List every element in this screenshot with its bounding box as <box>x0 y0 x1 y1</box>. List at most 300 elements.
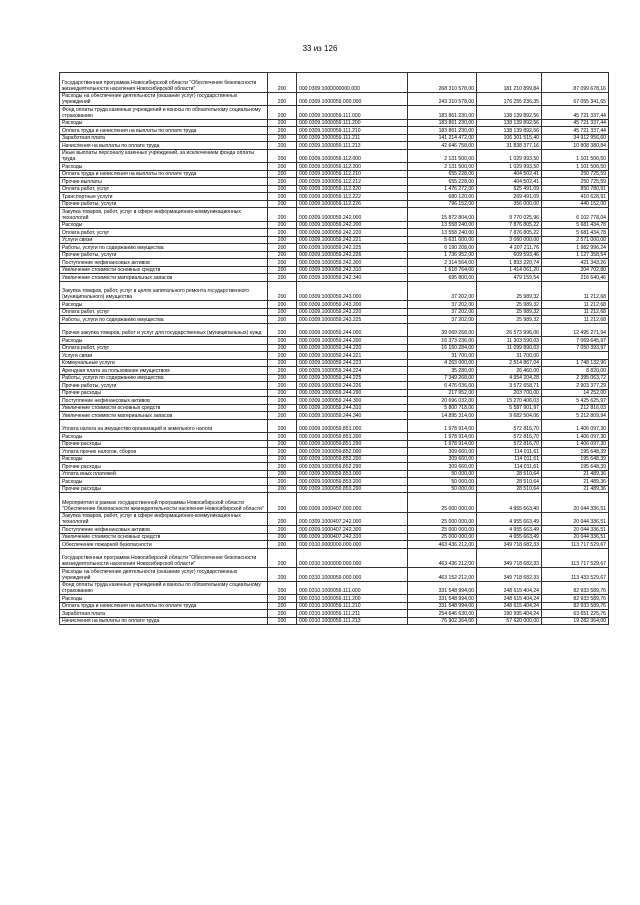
row-unexecuted-cell: 12 495 271,94 <box>542 323 609 337</box>
row-approved-cell: 37 202,00 <box>408 301 477 309</box>
row-unexecuted-cell: 5 681 434,78 <box>542 221 609 229</box>
row-executed-cell: 190 995 404,24 <box>477 610 542 618</box>
row-executed-cell: 7 876 805,22 <box>477 229 542 237</box>
row-approved-cell: 50 000,00 <box>408 478 477 486</box>
row-unexecuted-cell: 212 816,03 <box>542 404 609 412</box>
row-executed-cell: 349 718 682,33 <box>477 568 542 582</box>
row-executed-cell: 7 876 805,22 <box>477 221 542 229</box>
row-executed-cell: 138 139 892,56 <box>477 119 542 127</box>
table-row <box>60 200 609 208</box>
row-approved-cell: 25 000 000,00 <box>408 533 477 541</box>
table-row <box>60 581 609 595</box>
row-executed-cell: 356 000,00 <box>477 200 542 208</box>
row-name-cell: Мероприятия в рамках государственной программы Новосибирской области "Обеспечение безопасности жизнедеятельности населения Новосибирской области" <box>60 493 268 513</box>
row-approved-cell: 309 660,00 <box>408 455 477 463</box>
table-row <box>60 251 609 259</box>
row-kbk-cell: 000.0309.1000059.242.310 <box>297 266 408 274</box>
row-code-cell: 200 <box>268 374 297 382</box>
table-row <box>60 397 609 405</box>
row-name-cell: Расходы <box>60 119 268 127</box>
row-name-cell: Расходы <box>60 163 268 171</box>
row-name-cell: Расходы на обеспечение деятельности (оказание услуг) государственных учреждений <box>60 92 268 106</box>
row-name-cell: Начисления на выплаты по оплате труда <box>60 617 268 625</box>
row-unexecuted-cell: 2 903 377,29 <box>542 382 609 390</box>
row-unexecuted-cell: 1 101 506,50 <box>542 149 609 163</box>
row-approved-cell: 309 660,00 <box>408 448 477 456</box>
row-kbk-cell: 000.0309.1000059.242.220 <box>297 229 408 237</box>
row-approved-cell: 6 190 208,00 <box>408 244 477 252</box>
row-code-cell: 200 <box>268 134 297 142</box>
row-name-cell: Уплата прочих налогов, сборов <box>60 448 268 456</box>
row-unexecuted-cell: 195 648,39 <box>542 455 609 463</box>
row-kbk-cell: 000.0309.1000407.242.000 <box>297 512 408 526</box>
row-approved-cell: 5 800 718,00 <box>408 404 477 412</box>
row-approved-cell: 268 310 578,00 <box>408 73 477 93</box>
row-name-cell: Расходы на обеспечение деятельности (оказание услуг) государственных учреждений <box>60 568 268 582</box>
row-executed-cell: 26 460,00 <box>477 367 542 375</box>
row-code-cell: 200 <box>268 352 297 360</box>
row-approved-cell: 35 280,00 <box>408 367 477 375</box>
row-unexecuted-cell: 2 571 000,00 <box>542 236 609 244</box>
row-kbk-cell: 000.0309.1000059.112.222 <box>297 193 408 201</box>
row-code-cell: 200 <box>268 382 297 390</box>
row-kbk-cell: 000.0309.1000059.244.340 <box>297 412 408 420</box>
row-executed-cell: 572 816,70 <box>477 419 542 433</box>
row-unexecuted-cell: 45 721 337,44 <box>542 127 609 135</box>
row-name-cell: Закупка товаров, работ, услуг в целях капитального ремонта государственного (муниципального) имущества <box>60 281 268 301</box>
row-kbk-cell: 000.0309.1000000000.000 <box>297 73 408 93</box>
row-code-cell: 200 <box>268 178 297 186</box>
row-code-cell: 200 <box>268 193 297 201</box>
row-executed-cell: 176 255 236,35 <box>477 92 542 106</box>
row-name-cell: Расходы <box>60 433 268 441</box>
table-row <box>60 142 609 150</box>
row-approved-cell: 655 228,00 <box>408 170 477 178</box>
row-code-cell: 200 <box>268 493 297 513</box>
row-executed-cell: 28 510,64 <box>477 485 542 493</box>
table-row <box>60 485 609 493</box>
row-executed-cell: 28 510,64 <box>477 470 542 478</box>
row-unexecuted-cell: 440 152,00 <box>542 200 609 208</box>
row-code-cell: 200 <box>268 389 297 397</box>
row-name-cell: Прочая закупка товаров, работ и услуг для государственных (муниципальных) нужд <box>60 323 268 337</box>
row-approved-cell: 309 660,00 <box>408 463 477 471</box>
row-kbk-cell: 000.0309.1000059.243.220 <box>297 308 408 316</box>
row-kbk-cell: 000.0309.1000407.242.300 <box>297 526 408 534</box>
row-approved-cell: 254 646 630,00 <box>408 610 477 618</box>
row-code-cell: 200 <box>268 229 297 237</box>
table-row <box>60 419 609 433</box>
row-code-cell: 200 <box>268 359 297 367</box>
row-unexecuted-cell: 5 681 434,78 <box>542 229 609 237</box>
page-number: 33 из 126 <box>302 44 338 53</box>
row-name-cell: Уплата налога на имущество организаций и земельного налога <box>60 419 268 433</box>
row-kbk-cell: 000.0310.0000000.000.000 <box>297 541 408 549</box>
row-unexecuted-cell: 113 717 529,67 <box>542 548 609 568</box>
row-unexecuted-cell: 1 748 132,96 <box>542 359 609 367</box>
row-unexecuted-cell: 63 651 225,76 <box>542 610 609 618</box>
table-row <box>60 478 609 486</box>
row-unexecuted-cell: 204 702,80 <box>542 266 609 274</box>
row-code-cell: 200 <box>268 404 297 412</box>
row-approved-cell: 39 069 268,00 <box>408 323 477 337</box>
row-code-cell: 200 <box>268 617 297 625</box>
row-unexecuted-cell: 195 648,39 <box>542 448 609 456</box>
row-code-cell: 200 <box>268 185 297 193</box>
row-approved-cell: 20 696 032,00 <box>408 397 477 405</box>
row-code-cell: 200 <box>268 251 297 259</box>
row-executed-cell: 4 954 204,28 <box>477 374 542 382</box>
table-row <box>60 337 609 345</box>
row-code-cell: 200 <box>268 119 297 127</box>
table-row <box>60 610 609 618</box>
row-code-cell: 200 <box>268 244 297 252</box>
row-kbk-cell: 000.0309.1000059.242.200 <box>297 221 408 229</box>
table-row <box>60 229 609 237</box>
row-code-cell: 200 <box>268 316 297 324</box>
row-unexecuted-cell: 11 212,68 <box>542 316 609 324</box>
row-name-cell: Арендная плата за пользование имуществом <box>60 367 268 375</box>
row-name-cell: Расходы <box>60 337 268 345</box>
table-row <box>60 73 609 93</box>
row-code-cell: 200 <box>268 595 297 603</box>
row-approved-cell: 25 000 000,00 <box>408 493 477 513</box>
row-name-cell: Работы, услуги по содержанию имущества <box>60 244 268 252</box>
row-name-cell: Коммунальные услуги <box>60 359 268 367</box>
row-unexecuted-cell: 45 721 337,44 <box>542 119 609 127</box>
row-executed-cell: 609 593,46 <box>477 251 542 259</box>
row-code-cell: 200 <box>268 412 297 420</box>
row-name-cell: Иные выплаты персоналу казенных учреждений, за исключением фонда оплаты труда <box>60 149 268 163</box>
row-code-cell: 200 <box>268 149 297 163</box>
row-approved-cell: 37 202,00 <box>408 281 477 301</box>
row-kbk-cell: 000.0309.1000059.852.290 <box>297 463 408 471</box>
row-kbk-cell: 000.0309.1000059.244.220 <box>297 344 408 352</box>
row-approved-cell: 217 952,00 <box>408 389 477 397</box>
row-unexecuted-cell: 82 933 589,76 <box>542 602 609 610</box>
row-code-cell: 200 <box>268 221 297 229</box>
row-name-cell: Уплата иных платежей <box>60 470 268 478</box>
row-code-cell: 200 <box>268 455 297 463</box>
row-code-cell: 200 <box>268 478 297 486</box>
table-row <box>60 389 609 397</box>
row-code-cell: 200 <box>268 259 297 267</box>
row-executed-cell: 9 770 025,96 <box>477 208 542 222</box>
row-kbk-cell: 000.0309.1000059.243.225 <box>297 316 408 324</box>
row-approved-cell: 183 861 230,00 <box>408 119 477 127</box>
row-code-cell: 200 <box>268 533 297 541</box>
row-kbk-cell: 000.0309.1000059.242.000 <box>297 208 408 222</box>
row-approved-cell: 141 214 472,00 <box>408 134 477 142</box>
row-unexecuted-cell: 10 808 380,84 <box>542 142 609 150</box>
row-kbk-cell: 000.0309.1000059.112.220 <box>297 185 408 193</box>
row-approved-cell: 183 861 230,00 <box>408 127 477 135</box>
row-unexecuted-cell: 1 406 097,30 <box>542 440 609 448</box>
row-approved-cell: 695 800,00 <box>408 274 477 282</box>
table-row <box>60 541 609 549</box>
row-kbk-cell: 000.0309.1000059.111.210 <box>297 127 408 135</box>
table-row <box>60 236 609 244</box>
row-unexecuted-cell: 21 489,36 <box>542 485 609 493</box>
row-name-cell: Оплата работ, услуг <box>60 229 268 237</box>
row-executed-cell: 138 139 892,56 <box>477 106 542 120</box>
row-name-cell: Прочие расходы <box>60 485 268 493</box>
table-row <box>60 470 609 478</box>
row-kbk-cell: 000.0309.1000407.000.000 <box>297 493 408 513</box>
budget-execution-table <box>59 72 609 625</box>
table-row <box>60 533 609 541</box>
row-approved-cell: 243 310 578,00 <box>408 92 477 106</box>
row-approved-cell: 2 314 564,00 <box>408 259 477 267</box>
row-kbk-cell: 000.0310.1000059.111.211 <box>297 610 408 618</box>
table-row <box>60 448 609 456</box>
row-code-cell: 200 <box>268 92 297 106</box>
row-unexecuted-cell: 67 055 341,65 <box>542 92 609 106</box>
row-unexecuted-cell: 11 212,68 <box>542 308 609 316</box>
row-code-cell: 200 <box>268 433 297 441</box>
table-row <box>60 602 609 610</box>
row-executed-cell: 404 502,41 <box>477 178 542 186</box>
row-executed-cell: 479 159,54 <box>477 274 542 282</box>
row-unexecuted-cell: 1 127 358,54 <box>542 251 609 259</box>
row-kbk-cell: 000.0309.1000059.112.200 <box>297 163 408 171</box>
row-name-cell: Увеличение стоимости основных средств <box>60 533 268 541</box>
row-unexecuted-cell: 19 282 364,00 <box>542 617 609 625</box>
row-executed-cell: 349 718 682,33 <box>477 548 542 568</box>
row-approved-cell: 183 861 230,00 <box>408 106 477 120</box>
row-kbk-cell: 000.0309.1000059.853.200 <box>297 478 408 486</box>
row-executed-cell: 5 587 901,97 <box>477 404 542 412</box>
row-unexecuted-cell: 410 628,91 <box>542 193 609 201</box>
row-kbk-cell: 000.0309.1000059.111.211 <box>297 134 408 142</box>
row-unexecuted-cell: 1 982 996,24 <box>542 244 609 252</box>
row-approved-cell: 1 736 952,00 <box>408 251 477 259</box>
row-executed-cell: 1 029 993,50 <box>477 149 542 163</box>
table-body <box>60 73 609 625</box>
row-executed-cell: 15 270 406,03 <box>477 397 542 405</box>
table-row <box>60 595 609 603</box>
row-unexecuted-cell: 82 933 589,76 <box>542 581 609 595</box>
row-name-cell: Прочие расходы <box>60 389 268 397</box>
row-approved-cell: 1 476 272,00 <box>408 185 477 193</box>
row-executed-cell: 203 700,00 <box>477 389 542 397</box>
row-code-cell: 200 <box>268 323 297 337</box>
row-kbk-cell: 000.0309.1000059.242.225 <box>297 244 408 252</box>
table-row <box>60 149 609 163</box>
row-executed-cell: 3 572 658,71 <box>477 382 542 390</box>
row-name-cell: Услуги связи <box>60 352 268 360</box>
row-executed-cell: 2 514 867,04 <box>477 359 542 367</box>
row-code-cell: 200 <box>268 200 297 208</box>
row-code-cell: 200 <box>268 463 297 471</box>
row-executed-cell: 248 615 404,24 <box>477 602 542 610</box>
row-executed-cell: 248 615 404,24 <box>477 581 542 595</box>
table-row <box>60 106 609 120</box>
row-code-cell: 200 <box>268 512 297 526</box>
row-code-cell: 200 <box>268 266 297 274</box>
row-kbk-cell: 000.0310.1000059.111.000 <box>297 581 408 595</box>
row-executed-cell: 572 816,70 <box>477 440 542 448</box>
row-approved-cell: 25 000 000,00 <box>408 512 477 526</box>
table-row <box>60 185 609 193</box>
row-name-cell: Оплата работ, услуг <box>60 308 268 316</box>
row-approved-cell: 463 436 212,00 <box>408 548 477 568</box>
row-approved-cell: 7 349 268,00 <box>408 374 477 382</box>
row-code-cell: 200 <box>268 301 297 309</box>
row-executed-cell: 26 573 996,06 <box>477 323 542 337</box>
row-code-cell: 200 <box>268 602 297 610</box>
row-code-cell: 200 <box>268 419 297 433</box>
row-executed-cell: 248 615 404,24 <box>477 595 542 603</box>
row-kbk-cell: 000.0309.1000059.244.300 <box>297 397 408 405</box>
row-name-cell: Обеспечение пожарной безопасности <box>60 541 268 549</box>
row-code-cell: 200 <box>268 440 297 448</box>
row-code-cell: 200 <box>268 170 297 178</box>
table-row <box>60 512 609 526</box>
row-kbk-cell: 000.0309.1000059.111.200 <box>297 119 408 127</box>
row-unexecuted-cell: 21 489,36 <box>542 478 609 486</box>
row-name-cell: Поступление нефинансовых активов <box>60 259 268 267</box>
row-executed-cell: 57 620 000,00 <box>477 617 542 625</box>
row-name-cell: Расходы <box>60 478 268 486</box>
row-unexecuted-cell: 7 050 393,97 <box>542 344 609 352</box>
row-name-cell: Фонд оплаты труда казенных учреждений и взносы по обязательному социальному страхованию <box>60 581 268 595</box>
table-row <box>60 359 609 367</box>
row-approved-cell: 1 978 914,00 <box>408 419 477 433</box>
row-executed-cell: 1 893 220,74 <box>477 259 542 267</box>
row-code-cell: 200 <box>268 344 297 352</box>
row-name-cell: Увеличение стоимости материальных запасов <box>60 412 268 420</box>
table-row <box>60 440 609 448</box>
table-row <box>60 266 609 274</box>
table-row <box>60 323 609 337</box>
row-unexecuted-cell: 20 044 336,51 <box>542 526 609 534</box>
row-executed-cell: 349 718 682,33 <box>477 541 542 549</box>
row-kbk-cell: 000.0309.1000059.244.221 <box>297 352 408 360</box>
row-unexecuted-cell <box>542 352 609 360</box>
table-row <box>60 344 609 352</box>
table-row <box>60 259 609 267</box>
row-executed-cell: 4 955 663,49 <box>477 512 542 526</box>
row-kbk-cell: 000.0309.1000059.112.226 <box>297 200 408 208</box>
table-row <box>60 352 609 360</box>
row-name-cell: Расходы <box>60 221 268 229</box>
row-kbk-cell: 000.0309.1000059.244.200 <box>297 337 408 345</box>
row-executed-cell: 31 838 377,16 <box>477 142 542 150</box>
row-approved-cell: 680 120,00 <box>408 193 477 201</box>
row-name-cell: Прочие работы, услуги <box>60 200 268 208</box>
row-code-cell: 200 <box>268 485 297 493</box>
row-kbk-cell: 000.0309.1000059.111.213 <box>297 142 408 150</box>
row-kbk-cell: 000.0309.1000059.244.225 <box>297 374 408 382</box>
row-name-cell: Увеличение стоимости материальных запасов <box>60 274 268 282</box>
table-row <box>60 208 609 222</box>
row-code-cell: 200 <box>268 142 297 150</box>
row-unexecuted-cell: 2 395 063,72 <box>542 374 609 382</box>
row-executed-cell: 4 955 663,49 <box>477 533 542 541</box>
row-unexecuted-cell: 6 102 778,04 <box>542 208 609 222</box>
row-kbk-cell: 000.0309.1000059.000.000 <box>297 92 408 106</box>
row-approved-cell: 1 978 914,00 <box>408 433 477 441</box>
row-name-cell: Оплата труда и начисления на выплаты по оплате труда <box>60 170 268 178</box>
row-approved-cell: 42 646 758,00 <box>408 142 477 150</box>
row-name-cell: Оплата работ, услуг <box>60 344 268 352</box>
row-name-cell: Расходы <box>60 301 268 309</box>
row-name-cell: Расходы <box>60 455 268 463</box>
row-kbk-cell: 000.0309.1000059.244.000 <box>297 323 408 337</box>
row-code-cell: 200 <box>268 470 297 478</box>
row-unexecuted-cell: 87 099 678,16 <box>542 73 609 93</box>
row-name-cell: Прочие работы, услуги <box>60 382 268 390</box>
row-unexecuted-cell: 195 648,39 <box>542 463 609 471</box>
row-code-cell: 200 <box>268 281 297 301</box>
row-unexecuted-cell: 8 820,00 <box>542 367 609 375</box>
row-approved-cell: 331 548 994,00 <box>408 595 477 603</box>
row-name-cell: Поступление нефинансовых активов <box>60 397 268 405</box>
row-code-cell: 200 <box>268 127 297 135</box>
row-executed-cell: 106 301 515,40 <box>477 134 542 142</box>
row-name-cell: Закупка товаров, работ, услуг в сфере информационно-коммуникационных технологий <box>60 208 268 222</box>
row-unexecuted-cell: 82 933 589,76 <box>542 595 609 603</box>
row-unexecuted-cell: 21 489,36 <box>542 470 609 478</box>
row-executed-cell: 114 011,61 <box>477 455 542 463</box>
row-approved-cell: 6 476 036,00 <box>408 382 477 390</box>
row-unexecuted-cell: 14 252,00 <box>542 389 609 397</box>
row-executed-cell: 11 099 890,03 <box>477 344 542 352</box>
row-approved-cell: 463 152 212,00 <box>408 568 477 582</box>
table-row <box>60 548 609 568</box>
row-executed-cell: 1 029 993,50 <box>477 163 542 171</box>
row-unexecuted-cell: 113 433 529,67 <box>542 568 609 582</box>
row-unexecuted-cell: 5 425 625,97 <box>542 397 609 405</box>
table-row <box>60 374 609 382</box>
row-approved-cell: 16 150 284,00 <box>408 344 477 352</box>
row-executed-cell: 3 060 000,00 <box>477 236 542 244</box>
row-approved-cell: 331 548 994,00 <box>408 581 477 595</box>
row-approved-cell: 31 700,00 <box>408 352 477 360</box>
row-approved-cell: 2 131 500,00 <box>408 163 477 171</box>
row-executed-cell: 1 414 061,20 <box>477 266 542 274</box>
table-row <box>60 526 609 534</box>
row-name-cell: Оплата труда и начисления на выплаты по оплате труда <box>60 602 268 610</box>
row-unexecuted-cell: 1 406 097,30 <box>542 419 609 433</box>
row-executed-cell: 404 502,41 <box>477 170 542 178</box>
row-kbk-cell: 000.0309.1000059.112.212 <box>297 178 408 186</box>
table-row <box>60 127 609 135</box>
row-kbk-cell: 000.0309.1000059.243.200 <box>297 301 408 309</box>
row-executed-cell: 114 011,61 <box>477 448 542 456</box>
row-approved-cell: 14 895 314,00 <box>408 412 477 420</box>
row-name-cell: Оплата труда и начисления на выплаты по оплате труда <box>60 127 268 135</box>
table-row <box>60 404 609 412</box>
table-row <box>60 274 609 282</box>
row-approved-cell: 796 152,00 <box>408 200 477 208</box>
row-name-cell: Государственная программа Новосибирской области "Обеспечение безопасности жизнедеятельности населения Новосибирской области" <box>60 73 268 93</box>
row-name-cell: Услуги связи <box>60 236 268 244</box>
row-name-cell: Государственная программа Новосибирской области "Обеспечение безопасности жизнедеятельности населения Новосибирской области" <box>60 548 268 568</box>
row-executed-cell: 269 491,09 <box>477 193 542 201</box>
row-name-cell: Прочие расходы <box>60 440 268 448</box>
row-code-cell: 200 <box>268 208 297 222</box>
row-approved-cell: 13 558 240,00 <box>408 221 477 229</box>
row-name-cell: Прочие расходы <box>60 463 268 471</box>
row-unexecuted-cell: 11 212,68 <box>542 281 609 301</box>
row-name-cell: Увеличение стоимости основных средств <box>60 266 268 274</box>
row-executed-cell: 4 955 663,49 <box>477 493 542 513</box>
row-name-cell: Работы, услуги по содержанию имущества <box>60 316 268 324</box>
row-approved-cell: 37 202,00 <box>408 316 477 324</box>
row-name-cell: Фонд оплаты труда казенных учреждений и взносы по обязательному социальному страхованию <box>60 106 268 120</box>
